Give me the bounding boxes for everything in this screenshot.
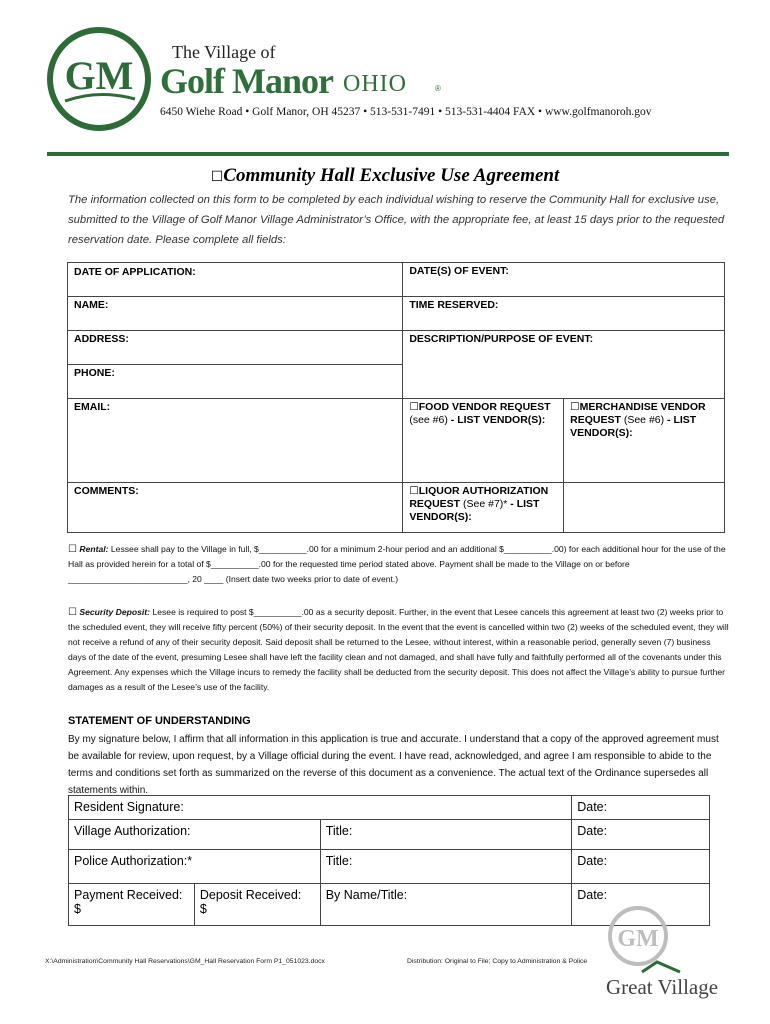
header-divider <box>47 152 729 156</box>
phone-field[interactable]: PHONE: <box>68 365 403 399</box>
distribution-note: Distribution: Original to File; Copy to Administration & Police <box>407 958 588 965</box>
great-village-logo <box>602 902 732 1007</box>
deposit-label: Security Deposit: <box>79 607 151 617</box>
gm-logo <box>47 27 151 131</box>
resident-date-field[interactable]: Date: <box>572 796 710 820</box>
deposit-text: Lesee is required to post $__________.00 as a security deposit. Further, in the event that Lesee cancels this agreement at least two (2) weeks prior to the scheduled event, they will receive fifty percent (50%) of their security deposit. In the event that the event is cancelled within two (2) weeks of the scheduled event, they will not receive a refund of any of their security deposit. Said deposit shall be returned to the Lesee, without interest, within a reasonable period, generally seven (7) business days of the date of the event, presuming Lesee shall have left the facility clean and not damaged, and shall have fully and faithfully performed all of the covenants under this Agreement. Any expenses which the Village incurs to remedy the facility shall be deducted from the security deposit. This does not affect the Village’s ability to pursue further damages as a result of the Lesee’s use of the facility. <box>68 607 729 692</box>
time-reserved-field[interactable]: TIME RESERVED: <box>403 297 725 331</box>
name-field[interactable]: NAME: <box>68 297 403 331</box>
address-line: 6450 Wiehe Road • Golf Manor, OH 45237 • 513-531-7491 • 513-531-4404 FAX • www.golfmanoroh.gov <box>160 106 652 118</box>
deposit-paragraph <box>68 605 730 695</box>
resident-signature-field[interactable]: Resident Signature: <box>69 796 572 820</box>
liquor-checkbox: ☐ <box>409 485 419 497</box>
liquor-field[interactable]: ☐LIQUOR AUTHORIZATION REQUEST (See #7)* - LIST VENDOR(S): <box>403 483 564 533</box>
email-field[interactable]: EMAIL: <box>68 399 403 483</box>
logo-initials: GM <box>64 53 134 98</box>
statement-text: By my signature below, I affirm that all information in this application is true and accurate. I understand that a copy of the approved agreement must be available for review, upon request, by a Village official during the event. I have read, acknowledged, and agree I am responsible to abide to the terms and conditions set forth as summarized on the reverse of this document as a convenience. The actual text of the Ordinance supersedes all statements within. <box>68 734 719 796</box>
statement-heading: STATEMENT OF UNDERSTANDING <box>68 715 251 727</box>
merch-vendor-checkbox: ☐ <box>570 401 580 413</box>
village-title-field[interactable]: Title: <box>320 820 572 850</box>
village-name: Golf Manor <box>160 61 333 101</box>
form-title <box>0 165 770 187</box>
address-field[interactable]: ADDRESS: <box>68 331 403 365</box>
police-authorization-field[interactable]: Police Authorization:* <box>69 850 321 884</box>
rental-label: Rental: <box>79 544 109 554</box>
form-title-text: Community Hall Exclusive Use Agreement <box>223 165 560 186</box>
by-name-title-field[interactable]: By Name/Title: <box>320 884 572 926</box>
rental-text: Lessee shall pay to the Village in full, $__________.00 for a minimum 2-hour period and an additional $__________.00) for each additional hour for the use of the Hall as provided herein for a total of $__________.00 for the requested time period stated above. Payment shall be made to the Village on or before _________________________, 20 ____ (Insert date two weeks prior to date of event.) <box>68 544 726 584</box>
info-grid <box>67 262 725 533</box>
rental-paragraph <box>68 542 730 587</box>
watermark-initials: GM <box>617 926 659 952</box>
state-name: OHIO <box>343 71 407 97</box>
great-village-text: Great Village <box>606 975 719 999</box>
date-of-application-field[interactable]: DATE OF APPLICATION: <box>68 263 403 297</box>
title-checkbox[interactable]: ☐ <box>210 169 224 185</box>
description-field[interactable]: DESCRIPTION/PURPOSE OF EVENT: <box>403 331 725 399</box>
payment-received-field[interactable]: Payment Received: $ <box>69 884 195 926</box>
police-date-field[interactable]: Date: <box>572 850 710 884</box>
comments-field[interactable]: COMMENTS: <box>68 483 403 533</box>
file-path: X:\Administration\Community Hall Reservations\GM_Hall Reservation Form P1_051023.docx <box>45 958 325 965</box>
payment-date-field[interactable]: Date: <box>572 884 710 926</box>
deposit-checkbox[interactable]: ☐ <box>68 607 77 618</box>
blank-cell <box>564 483 725 533</box>
merch-vendor-field[interactable]: ☐MERCHANDISE VENDOR REQUEST (See #6) - LIST VENDOR(S): <box>564 399 725 483</box>
deposit-received-field[interactable]: Deposit Received: $ <box>194 884 320 926</box>
village-of-label: The Village of <box>172 42 276 62</box>
village-date-field[interactable]: Date: <box>572 820 710 850</box>
food-vendor-field[interactable]: ☐FOOD VENDOR REQUEST (see #6) - LIST VENDOR(S): <box>403 399 564 483</box>
registered-mark: ® <box>435 84 441 93</box>
police-title-field[interactable]: Title: <box>320 850 572 884</box>
form-intro: The information collected on this form to be completed by each individual wishing to reserve the Community Hall for exclusive use, submitted to the Village of Golf Manor Village Administrator’s Office, with the appropriate fee, at least 15 days prior to the requested reservation date. Please complete all fields: <box>68 194 725 246</box>
village-authorization-field[interactable]: Village Authorization: <box>69 820 321 850</box>
dates-of-event-field[interactable]: DATE(S) OF EVENT: <box>403 263 725 297</box>
food-vendor-checkbox: ☐ <box>409 401 419 413</box>
rental-checkbox[interactable]: ☐ <box>68 544 77 555</box>
